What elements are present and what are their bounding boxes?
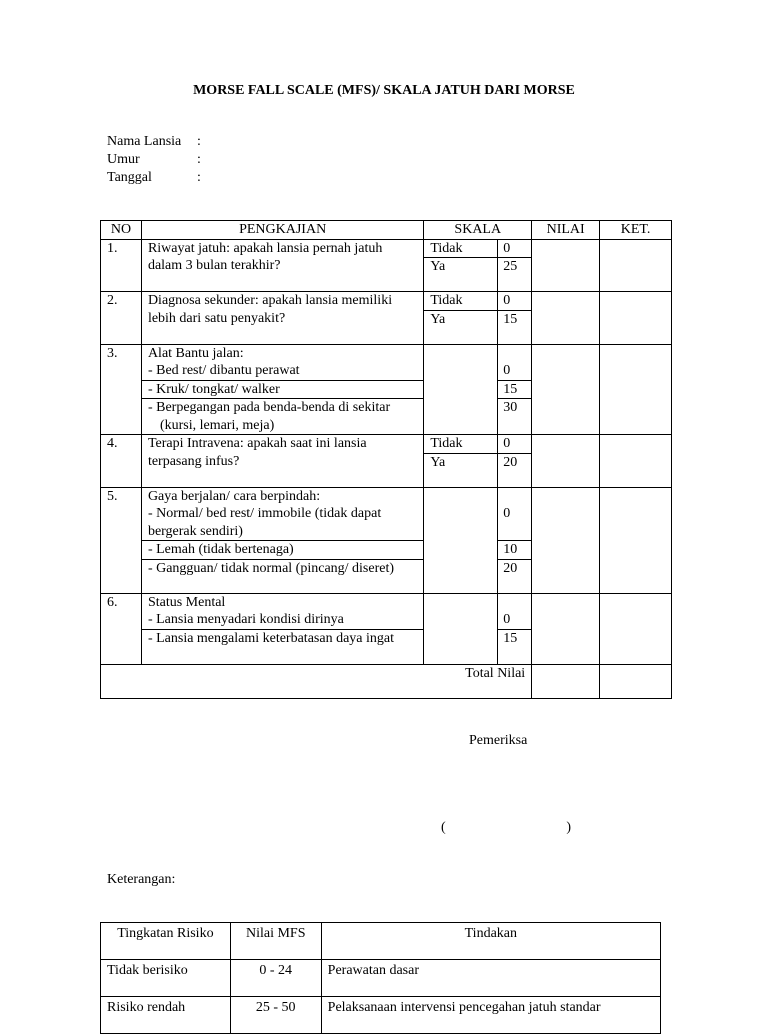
option-line: - Berpegangan pada benda-benda di sekitar [147, 400, 391, 415]
option-text: - Gangguan/ tidak normal (pincang/ diseret) [141, 559, 423, 593]
row-no: 2. [101, 292, 142, 345]
info-label: Nama Lansia [107, 134, 182, 149]
scale-label-empty [424, 344, 498, 435]
table-header-row [101, 221, 672, 240]
document-title: MORSE FALL SCALE (MFS)/ SKALA JATUH DARI MORSE [193, 83, 575, 98]
nilai-cell[interactable] [532, 292, 600, 345]
option-line: - Lansia menyadari kondisi dirinya [147, 612, 344, 627]
ket-cell[interactable] [600, 292, 672, 345]
close-paren: ) [566, 820, 571, 835]
nilai-cell[interactable] [532, 487, 600, 593]
question-line: Diagnosa sekunder: apakah lansia memiliki [147, 293, 393, 308]
nilai-cell[interactable] [532, 239, 600, 292]
ket-cell[interactable] [600, 435, 672, 488]
table-row [101, 292, 672, 311]
info-colon: : [197, 170, 201, 185]
risk-action: Perawatan dasar [321, 960, 660, 997]
info-colon: : [197, 152, 201, 167]
scale-value: 30 [498, 399, 532, 435]
scale-label: Ya [424, 453, 498, 487]
option-text: - Lansia mengalami keterbatasan daya ingat [141, 629, 423, 664]
table-row [101, 487, 672, 541]
ket-cell[interactable] [600, 487, 672, 593]
question-line: Riwayat jatuh: apakah lansia pernah jatuh [147, 240, 383, 256]
header-nilai: NILAI [532, 221, 600, 240]
row-question [141, 239, 423, 292]
risk-header: Tingkatan Risiko [101, 923, 231, 960]
row-question [141, 593, 423, 629]
question-head: Alat Bantu jalan: [147, 345, 244, 361]
scale-value: 15 [498, 380, 532, 399]
info-row-tanggal [107, 169, 327, 187]
option-text [141, 399, 423, 435]
scale-value: 10 [498, 541, 532, 560]
table-row [101, 239, 672, 258]
info-row-nama [107, 133, 327, 151]
risk-level: Tidak berisiko [101, 960, 231, 997]
question-head: Gaya berjalan/ cara berpindah: [147, 488, 321, 504]
scale-label: Ya [424, 258, 498, 292]
total-row [101, 664, 672, 698]
risk-header: Tindakan [321, 923, 660, 960]
table-row [101, 344, 672, 380]
option-text: - Lemah (tidak bertenaga) [141, 541, 423, 560]
question-line: lebih dari satu penyakit? [147, 310, 286, 326]
question-line: terpasang infus? [147, 453, 240, 469]
scale-label-empty [424, 593, 498, 664]
row-question [141, 292, 423, 345]
keterangan-heading: Keterangan: [107, 872, 176, 887]
scale-value: 0 [498, 344, 532, 380]
row-question [141, 344, 423, 380]
ket-cell[interactable] [600, 239, 672, 292]
row-no: 5. [101, 487, 142, 593]
nilai-cell[interactable] [532, 344, 600, 435]
total-label: Total Nilai [101, 664, 532, 698]
scale-label: Ya [424, 310, 498, 344]
scale-value: 0 [498, 487, 532, 541]
header-ket: KET. [600, 221, 672, 240]
row-question [141, 487, 423, 541]
question-head: Status Mental [147, 594, 226, 610]
row-no: 3. [101, 344, 142, 435]
question-line: Terapi Intravena: apakah saat ini lansia [147, 436, 367, 451]
risk-action: Pelaksanaan intervensi pencegahan jatuh standar [321, 997, 660, 1034]
scale-label: Tidak [424, 292, 498, 311]
open-paren: ( [441, 820, 446, 835]
scale-value: 15 [498, 310, 532, 344]
nilai-cell[interactable] [532, 435, 600, 488]
table-row [101, 435, 672, 454]
table-row [101, 593, 672, 629]
risk-score: 25 - 50 [230, 997, 321, 1034]
scale-value: 20 [498, 559, 532, 593]
info-colon: : [197, 134, 201, 149]
option-line: (kursi, lemari, meja) [159, 417, 275, 433]
option-text: - Kruk/ tongkat/ walker [141, 380, 423, 399]
scale-value: 0 [498, 593, 532, 629]
risk-level-table [100, 922, 661, 1034]
option-line: - Normal/ bed rest/ immobile (tidak dapat [147, 506, 382, 521]
morse-fall-scale-table [100, 220, 672, 699]
risk-header: Nilai MFS [230, 923, 321, 960]
option-line: bergerak sendiri) [147, 523, 243, 539]
row-no: 4. [101, 435, 142, 488]
total-ket-cell[interactable] [600, 664, 672, 698]
scale-value: 15 [498, 629, 532, 664]
ket-cell[interactable] [600, 344, 672, 435]
total-nilai-cell[interactable] [532, 664, 600, 698]
row-no: 1. [101, 239, 142, 292]
risk-level: Risiko rendah [101, 997, 231, 1034]
risk-header-row [101, 923, 661, 960]
header-pengkajian: PENGKAJIAN [141, 221, 423, 240]
header-no: NO [101, 221, 142, 240]
scale-value: 0 [498, 239, 532, 258]
nilai-cell[interactable] [532, 593, 600, 664]
scale-value: 0 [498, 435, 532, 454]
question-line: dalam 3 bulan terakhir? [147, 258, 281, 273]
scale-label: Tidak [424, 239, 498, 258]
scale-value: 20 [498, 453, 532, 487]
table-row [101, 960, 661, 997]
risk-score: 0 - 24 [230, 960, 321, 997]
examiner-label: Pemeriksa [469, 733, 528, 748]
scale-label: Tidak [424, 435, 498, 454]
info-row-umur [107, 151, 327, 169]
row-no: 6. [101, 593, 142, 664]
examiner-signature-line [441, 819, 571, 836]
scale-value: 0 [498, 292, 532, 311]
scale-label-empty [424, 487, 498, 593]
header-skala: SKALA [424, 221, 532, 240]
scale-value: 25 [498, 258, 532, 292]
table-row [101, 997, 661, 1034]
info-label: Umur [107, 152, 140, 167]
patient-info [107, 133, 327, 187]
row-question [141, 435, 423, 488]
option-text: - Bed rest/ dibantu perawat [147, 363, 300, 378]
info-label: Tanggal [107, 170, 152, 185]
ket-cell[interactable] [600, 593, 672, 664]
